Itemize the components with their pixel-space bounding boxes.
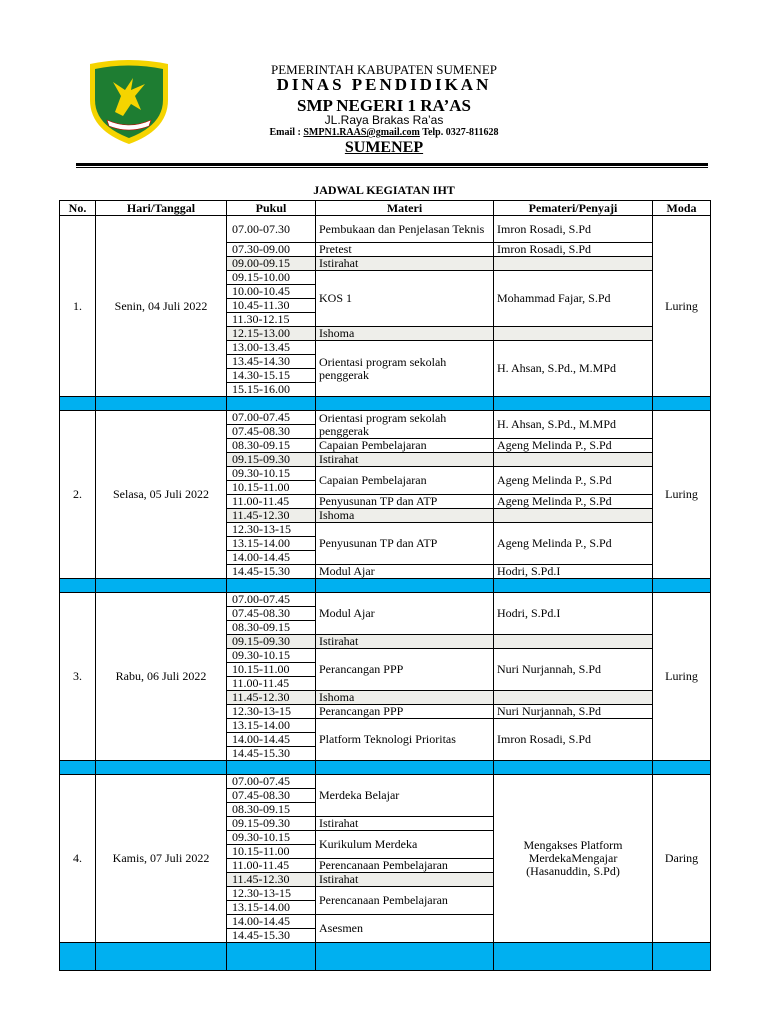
materi-cell: Istirahat: [316, 817, 494, 831]
schedule-table: [59, 200, 711, 971]
materi-cell: Modul Ajar: [316, 565, 494, 579]
time-cell: 14.00-14.45: [227, 915, 316, 929]
day-no: 2.: [60, 411, 96, 579]
speaker-cell: Ageng Melinda P., S.Pd: [494, 439, 653, 453]
materi-cell: Capaian Pembelajaran: [316, 439, 494, 453]
time-cell: 11.00-11.45: [227, 859, 316, 873]
day-date: Selasa, 05 Juli 2022: [96, 411, 227, 579]
separator-row: [60, 397, 711, 411]
materi-cell: Orientasi program sekolah penggerak: [316, 411, 494, 439]
speaker-cell: [494, 453, 653, 467]
speaker-cell: [494, 327, 653, 341]
moda-cell: Luring: [653, 593, 711, 761]
materi-cell: Istirahat: [316, 453, 494, 467]
speaker-cell: Ageng Melinda P., S.Pd: [494, 467, 653, 495]
time-cell: 11.45-12.30: [227, 873, 316, 887]
col-time: Pukul: [227, 201, 316, 216]
speaker-cell: Mohammad Fajar, S.Pd: [494, 271, 653, 327]
table-row: [60, 216, 711, 243]
speaker-cell: Nuri Nurjannah, S.Pd: [494, 649, 653, 691]
speaker-cell: H. Ahsan, S.Pd., M.MPd: [494, 411, 653, 439]
moda-cell: Daring: [653, 775, 711, 943]
materi-cell: Modul Ajar: [316, 593, 494, 635]
time-cell: 14.45-15.30: [227, 565, 316, 579]
contact-line: [190, 128, 578, 138]
time-cell: 07.00-07.45: [227, 593, 316, 607]
speaker-cell: Hodri, S.Pd.I: [494, 593, 653, 635]
time-cell: 11.45-12.30: [227, 691, 316, 705]
speaker-cell: [494, 509, 653, 523]
time-cell: 09.15-10.00: [227, 271, 316, 285]
day-no: 1.: [60, 216, 96, 397]
materi-cell: Pretest: [316, 243, 494, 257]
time-cell: 07.30-09.00: [227, 243, 316, 257]
city-name: SUMENEP: [344, 139, 424, 156]
table-row: [60, 411, 711, 425]
separator-row: [60, 579, 711, 593]
time-cell: 13.00-13.45: [227, 341, 316, 355]
speaker-cell: [494, 691, 653, 705]
materi-cell: Capaian Pembelajaran: [316, 467, 494, 495]
time-cell: 09.30-10.15: [227, 649, 316, 663]
time-cell: 08.30-09.15: [227, 803, 316, 817]
speaker-cell: Ageng Melinda P., S.Pd: [494, 523, 653, 565]
speaker-cell: [494, 635, 653, 649]
materi-cell: Istirahat: [316, 873, 494, 887]
time-cell: 12.30-13-15: [227, 705, 316, 719]
materi-cell: Perancangan PPP: [316, 705, 494, 719]
time-cell: 07.45-08.30: [227, 425, 316, 439]
col-no: No.: [60, 201, 96, 216]
materi-cell: Pembukaan dan Penjelasan Teknis: [316, 216, 494, 243]
speaker-cell: Imron Rosadi, S.Pd: [494, 216, 653, 243]
col-date: Hari/Tanggal: [96, 201, 227, 216]
day-no: 4.: [60, 775, 96, 943]
materi-cell: Penyusunan TP dan ATP: [316, 495, 494, 509]
address: JL.Raya Brakas Ra’as: [324, 113, 444, 127]
table-row: [60, 593, 711, 607]
time-cell: 10.00-10.45: [227, 285, 316, 299]
materi-cell: Penyusunan TP dan ATP: [316, 523, 494, 565]
time-cell: 13.15-14.00: [227, 719, 316, 733]
time-cell: 08.30-09.15: [227, 439, 316, 453]
time-cell: 10.15-11.00: [227, 481, 316, 495]
time-cell: 07.00-07.45: [227, 775, 316, 789]
materi-cell: Ishoma: [316, 509, 494, 523]
separator-row: [60, 943, 711, 971]
materi-cell: Platform Teknologi Prioritas: [316, 719, 494, 761]
day-date: Rabu, 06 Juli 2022: [96, 593, 227, 761]
school-logo: [87, 60, 171, 146]
time-cell: 14.00-14.45: [227, 733, 316, 747]
time-cell: 07.00-07.45: [227, 411, 316, 425]
day-date: Kamis, 07 Juli 2022: [96, 775, 227, 943]
time-cell: 13.15-14.00: [227, 537, 316, 551]
materi-cell: Ishoma: [316, 691, 494, 705]
time-cell: 07.00-07.30: [227, 216, 316, 243]
time-cell: 13.15-14.00: [227, 901, 316, 915]
speaker-cell: Nuri Nurjannah, S.Pd: [494, 705, 653, 719]
time-cell: 14.00-14.45: [227, 551, 316, 565]
time-cell: 11.00-11.45: [227, 495, 316, 509]
time-cell: 09.15-09.30: [227, 453, 316, 467]
time-cell: 08.30-09.15: [227, 621, 316, 635]
col-moda: Moda: [653, 201, 711, 216]
time-cell: 12.30-13-15: [227, 523, 316, 537]
time-cell: 11.30-12.15: [227, 313, 316, 327]
time-cell: 09.15-09.30: [227, 635, 316, 649]
time-cell: 12.15-13.00: [227, 327, 316, 341]
materi-cell: Orientasi program sekolah penggerak: [316, 341, 494, 397]
materi-cell: Asesmen: [316, 915, 494, 943]
time-cell: 11.45-12.30: [227, 509, 316, 523]
table-header-row: [60, 201, 711, 216]
time-cell: 09.15-09.30: [227, 817, 316, 831]
time-cell: 14.30-15.15: [227, 369, 316, 383]
materi-cell: Perencanaan Pembelajaran: [316, 859, 494, 873]
time-cell: 07.45-08.30: [227, 789, 316, 803]
time-cell: 09.30-10.15: [227, 831, 316, 845]
speaker-cell: Mengakses Platform MerdekaMengajar (Hasanuddin, S.Pd): [494, 775, 653, 943]
materi-cell: Perencanaan Pembelajaran: [316, 887, 494, 915]
speaker-cell: Hodri, S.Pd.I: [494, 565, 653, 579]
materi-cell: Istirahat: [316, 635, 494, 649]
time-cell: 10.15-11.00: [227, 845, 316, 859]
materi-cell: KOS 1: [316, 271, 494, 327]
time-cell: 14.45-15.30: [227, 929, 316, 943]
moda-cell: Luring: [653, 216, 711, 397]
separator-row: [60, 761, 711, 775]
phone: Telp. 0327-811628: [419, 127, 499, 138]
col-materi: Materi: [316, 201, 494, 216]
header-rule-thick: [76, 163, 708, 166]
day-no: 3.: [60, 593, 96, 761]
email-link[interactable]: SMPN1.RAAS@gmail.com: [303, 127, 420, 138]
agency-line: DINAS PENDIDIKAN: [276, 75, 492, 94]
day-date: Senin, 04 Juli 2022: [96, 216, 227, 397]
time-cell: 07.45-08.30: [227, 607, 316, 621]
header-rule-thin: [76, 167, 708, 168]
time-cell: 12.30-13-15: [227, 887, 316, 901]
email-label: Email :: [269, 127, 304, 138]
speaker-cell: H. Ahsan, S.Pd., M.MPd: [494, 341, 653, 397]
speaker-cell: Imron Rosadi, S.Pd: [494, 719, 653, 761]
speaker-cell: [494, 257, 653, 271]
doc-title: JADWAL KEGIATAN IHT: [313, 183, 455, 197]
moda-cell: Luring: [653, 411, 711, 579]
materi-cell: Kurikulum Merdeka: [316, 831, 494, 859]
time-cell: 09.30-10.15: [227, 467, 316, 481]
school-name: SMP NEGERI 1 RA’AS: [297, 96, 471, 115]
speaker-cell: Imron Rosadi, S.Pd: [494, 243, 653, 257]
time-cell: 11.00-11.45: [227, 677, 316, 691]
time-cell: 10.45-11.30: [227, 299, 316, 313]
time-cell: 13.45-14.30: [227, 355, 316, 369]
materi-cell: Perancangan PPP: [316, 649, 494, 691]
speaker-cell: Ageng Melinda P., S.Pd: [494, 495, 653, 509]
table-row: [60, 775, 711, 789]
materi-cell: Merdeka Belajar: [316, 775, 494, 817]
materi-cell: Istirahat: [316, 257, 494, 271]
col-speaker: Pemateri/Penyaji: [494, 201, 653, 216]
time-cell: 09.00-09.15: [227, 257, 316, 271]
time-cell: 15.15-16.00: [227, 383, 316, 397]
time-cell: 10.15-11.00: [227, 663, 316, 677]
materi-cell: Ishoma: [316, 327, 494, 341]
time-cell: 14.45-15.30: [227, 747, 316, 761]
govt-line: PEMERINTAH KABUPATEN SUMENEP: [270, 62, 497, 77]
